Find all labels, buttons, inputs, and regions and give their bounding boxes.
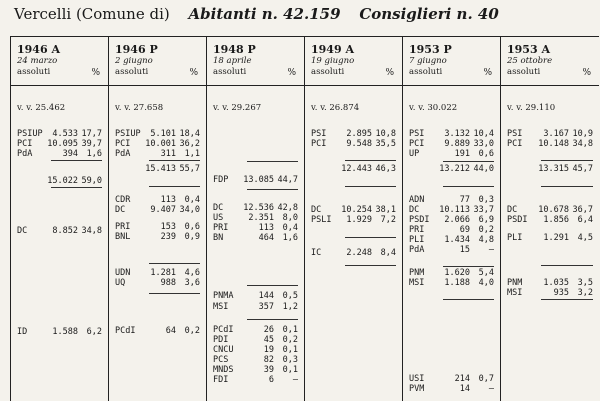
election-date: 24 marzo bbox=[17, 56, 58, 66]
party-name: PSI bbox=[409, 129, 425, 139]
subtotal-rule bbox=[345, 186, 396, 187]
subtotal-rule bbox=[149, 263, 200, 264]
party-votes: 9.407 bbox=[150, 205, 176, 215]
party-votes: 19 bbox=[263, 345, 274, 355]
party-row bbox=[409, 374, 494, 384]
party-row bbox=[213, 223, 298, 233]
party-votes: 214 bbox=[454, 374, 470, 384]
party-name: PNM bbox=[409, 268, 425, 278]
party-percent: 33,7 bbox=[473, 205, 494, 215]
subtotal-votes: 15.413 bbox=[145, 164, 176, 174]
party-votes: 9.548 bbox=[346, 139, 372, 149]
party-row bbox=[17, 327, 102, 337]
party-percent: 10,4 bbox=[473, 129, 494, 139]
party-name: ID bbox=[17, 327, 28, 337]
party-votes: 153 bbox=[160, 222, 176, 232]
party-name: PRI bbox=[213, 223, 229, 233]
subtotal-rule bbox=[443, 186, 494, 187]
election-date: 2 giugno bbox=[115, 56, 153, 66]
party-votes: 3.167 bbox=[543, 129, 569, 139]
valid-votes: v. v. 27.658 bbox=[115, 103, 164, 113]
subtotal-rule bbox=[541, 299, 593, 300]
party-percent: 0,9 bbox=[184, 232, 200, 242]
election-year: 1946 A bbox=[17, 43, 60, 56]
election-column bbox=[305, 37, 403, 401]
party-name: PNMA bbox=[213, 291, 234, 301]
subtotal-votes: 13.212 bbox=[439, 164, 470, 174]
party-row bbox=[409, 195, 494, 205]
subtotal-rule bbox=[149, 186, 200, 187]
assoluti-label: assoluti bbox=[17, 67, 51, 77]
party-row bbox=[115, 129, 200, 139]
party-name: PSI bbox=[311, 129, 327, 139]
subtotal-percent: 55,7 bbox=[179, 164, 200, 174]
subtotal-rule bbox=[247, 285, 298, 286]
party-row bbox=[115, 232, 200, 242]
party-name: USI bbox=[409, 374, 425, 384]
subtotal-rule bbox=[541, 186, 593, 187]
subtotal-votes: 15.022 bbox=[47, 176, 78, 186]
party-name: FDP bbox=[213, 175, 229, 185]
subtotal-rule bbox=[247, 189, 298, 190]
subtotal-rule bbox=[443, 299, 494, 300]
party-votes: 12.536 bbox=[243, 203, 274, 213]
subtotal-votes: 12.443 bbox=[341, 164, 372, 174]
party-percent: 3,5 bbox=[577, 278, 593, 288]
party-percent: 3,6 bbox=[184, 278, 200, 288]
party-votes: 2.895 bbox=[346, 129, 372, 139]
party-percent: 42,8 bbox=[277, 203, 298, 213]
party-percent: 44,7 bbox=[277, 175, 298, 185]
party-votes: 239 bbox=[160, 232, 176, 242]
party-row bbox=[311, 129, 396, 139]
party-row bbox=[409, 129, 494, 139]
valid-votes: v. v. 29.267 bbox=[213, 103, 262, 113]
percent-label: % bbox=[287, 68, 296, 78]
party-row bbox=[115, 149, 200, 159]
party-percent: 34,8 bbox=[572, 139, 593, 149]
party-votes: 1.434 bbox=[444, 235, 470, 245]
party-row bbox=[507, 215, 593, 225]
party-row bbox=[213, 291, 298, 301]
election-year: 1949 A bbox=[311, 43, 354, 56]
party-votes: 1.281 bbox=[150, 268, 176, 278]
election-column bbox=[207, 37, 305, 401]
abitanti-count: Abitanti n. 42.159 bbox=[188, 5, 341, 23]
party-percent: 0,6 bbox=[478, 149, 494, 159]
party-votes: 10.678 bbox=[538, 205, 569, 215]
party-votes: 14 bbox=[459, 384, 470, 394]
party-name: PNM bbox=[507, 278, 523, 288]
party-votes: 8.852 bbox=[52, 226, 78, 236]
party-votes: 311 bbox=[160, 149, 176, 159]
party-votes: 1.929 bbox=[346, 215, 372, 225]
party-percent: 4,5 bbox=[577, 233, 593, 243]
party-name: PCdI bbox=[213, 325, 234, 335]
party-row bbox=[409, 278, 494, 288]
party-row bbox=[311, 215, 396, 225]
party-votes: 1.188 bbox=[444, 278, 470, 288]
party-name: MSI bbox=[409, 278, 425, 288]
assoluti-label: assoluti bbox=[311, 67, 345, 77]
party-name: PdA bbox=[17, 149, 33, 159]
party-name: US bbox=[213, 213, 224, 223]
party-row bbox=[311, 248, 396, 258]
party-name: BNL bbox=[115, 232, 131, 242]
party-percent: 0,7 bbox=[478, 374, 494, 384]
assoluti-label: assoluti bbox=[115, 67, 149, 77]
page-title bbox=[14, 5, 499, 23]
party-row bbox=[213, 335, 298, 345]
assoluti-label: assoluti bbox=[213, 67, 247, 77]
party-row bbox=[213, 233, 298, 243]
column-header bbox=[109, 37, 206, 86]
party-row bbox=[213, 302, 298, 312]
subtotal-rule bbox=[345, 265, 396, 266]
party-row bbox=[409, 205, 494, 215]
election-year: 1946 P bbox=[115, 43, 158, 56]
party-votes: 77 bbox=[459, 195, 470, 205]
party-row bbox=[213, 325, 298, 335]
party-name: PdA bbox=[115, 149, 131, 159]
party-votes: 1.291 bbox=[543, 233, 569, 243]
party-votes: 3.132 bbox=[444, 129, 470, 139]
party-row bbox=[311, 139, 396, 149]
party-percent: 4,8 bbox=[478, 235, 494, 245]
party-percent: 17,7 bbox=[81, 129, 102, 139]
party-percent: 5,4 bbox=[478, 268, 494, 278]
party-votes: 10.148 bbox=[538, 139, 569, 149]
party-votes: 113 bbox=[258, 223, 274, 233]
party-name: ADN bbox=[409, 195, 425, 205]
party-row bbox=[115, 205, 200, 215]
party-votes: 113 bbox=[160, 195, 176, 205]
assoluti-label: assoluti bbox=[507, 67, 541, 77]
party-votes: 357 bbox=[258, 302, 274, 312]
party-row bbox=[409, 139, 494, 149]
party-name: DC bbox=[213, 203, 224, 213]
party-votes: 4.533 bbox=[52, 129, 78, 139]
party-votes: 1.035 bbox=[543, 278, 569, 288]
subtotal-rule bbox=[541, 160, 593, 161]
valid-votes: v. v. 30.022 bbox=[409, 103, 458, 113]
party-percent: 0,2 bbox=[478, 225, 494, 235]
election-date: 19 giugno bbox=[311, 56, 355, 66]
party-name: CDR bbox=[115, 195, 131, 205]
party-percent: 39,7 bbox=[81, 139, 102, 149]
party-votes: 394 bbox=[62, 149, 78, 159]
party-percent: 1,1 bbox=[184, 149, 200, 159]
party-name: PCdI bbox=[115, 326, 136, 336]
party-row bbox=[115, 278, 200, 288]
subtotal-percent: 59,0 bbox=[81, 176, 102, 186]
party-votes: 64 bbox=[165, 326, 176, 336]
party-row bbox=[409, 149, 494, 159]
party-votes: 935 bbox=[553, 288, 569, 298]
party-percent: 6,2 bbox=[86, 327, 102, 337]
valid-votes: v. v. 29.110 bbox=[507, 103, 556, 113]
party-name: DC bbox=[311, 205, 322, 215]
subtotal-percent: 44,0 bbox=[473, 164, 494, 174]
subtotal-percent: 46,3 bbox=[375, 164, 396, 174]
party-name: PSIUP bbox=[17, 129, 43, 139]
party-name: PSIUP bbox=[115, 129, 141, 139]
party-votes: 1.620 bbox=[444, 268, 470, 278]
party-name: DC bbox=[409, 205, 420, 215]
subtotal-percent: 45,7 bbox=[572, 164, 593, 174]
party-row bbox=[17, 226, 102, 236]
column-header bbox=[403, 37, 500, 86]
party-row bbox=[311, 205, 396, 215]
party-percent: 1,2 bbox=[282, 302, 298, 312]
party-row bbox=[507, 278, 593, 288]
party-row bbox=[409, 384, 494, 394]
party-votes: 191 bbox=[454, 149, 470, 159]
party-votes: 2.248 bbox=[346, 248, 372, 258]
column-header bbox=[11, 37, 108, 86]
party-percent: 8,0 bbox=[282, 213, 298, 223]
subtotal-votes: 13.315 bbox=[538, 164, 569, 174]
results-table bbox=[10, 36, 599, 401]
percent-label: % bbox=[91, 68, 100, 78]
party-percent: 0,5 bbox=[282, 291, 298, 301]
party-votes: 39 bbox=[263, 365, 274, 375]
party-percent: 0,6 bbox=[184, 222, 200, 232]
party-name: BN bbox=[213, 233, 224, 243]
party-votes: 5.101 bbox=[150, 129, 176, 139]
party-name: PRI bbox=[115, 222, 131, 232]
party-name: IC bbox=[311, 248, 322, 258]
election-year: 1953 A bbox=[507, 43, 550, 56]
party-name: PSDI bbox=[409, 215, 430, 225]
party-name: PCI bbox=[115, 139, 131, 149]
party-name: PSLI bbox=[311, 215, 332, 225]
party-row bbox=[115, 268, 200, 278]
party-name: FDI bbox=[213, 375, 229, 385]
column-header bbox=[207, 37, 304, 86]
column-header bbox=[305, 37, 402, 86]
election-year: 1953 P bbox=[409, 43, 452, 56]
party-row bbox=[507, 129, 593, 139]
party-votes: 10.001 bbox=[145, 139, 176, 149]
party-percent: 4,6 bbox=[184, 268, 200, 278]
subtotal-rule bbox=[541, 265, 593, 266]
party-name: PCI bbox=[311, 139, 327, 149]
party-name: DC bbox=[115, 205, 126, 215]
party-name: PVM bbox=[409, 384, 425, 394]
party-row bbox=[213, 365, 298, 375]
party-percent: 8,4 bbox=[380, 248, 396, 258]
party-name: PCI bbox=[507, 139, 523, 149]
party-percent: 36,2 bbox=[179, 139, 200, 149]
election-date: 7 giugno bbox=[409, 56, 447, 66]
party-percent: 10,9 bbox=[572, 129, 593, 139]
party-row bbox=[17, 149, 102, 159]
party-percent: 0,4 bbox=[184, 195, 200, 205]
party-name: PCI bbox=[17, 139, 33, 149]
percent-label: % bbox=[483, 68, 492, 78]
party-name: PCI bbox=[409, 139, 425, 149]
party-votes: 988 bbox=[160, 278, 176, 288]
party-name: PdA bbox=[409, 245, 425, 255]
party-name: DC bbox=[507, 205, 518, 215]
party-row bbox=[213, 375, 298, 385]
valid-votes: v. v. 25.462 bbox=[17, 103, 66, 113]
party-name: PRI bbox=[409, 225, 425, 235]
subtotal-rule bbox=[443, 266, 494, 267]
party-percent: 3,2 bbox=[577, 288, 593, 298]
percent-label: % bbox=[385, 68, 394, 78]
subtotal-rule bbox=[443, 161, 494, 162]
party-row bbox=[115, 195, 200, 205]
party-percent: 7,2 bbox=[380, 215, 396, 225]
valid-votes: v. v. 26.874 bbox=[311, 103, 360, 113]
party-votes: 1.856 bbox=[543, 215, 569, 225]
column-header bbox=[501, 37, 599, 86]
party-name: UDN bbox=[115, 268, 131, 278]
party-name: PSDI bbox=[507, 215, 528, 225]
party-name: CNCU bbox=[213, 345, 234, 355]
party-row bbox=[17, 129, 102, 139]
party-row bbox=[213, 355, 298, 365]
party-percent: 6,9 bbox=[478, 215, 494, 225]
party-name: PDI bbox=[213, 335, 229, 345]
subtotal-rule bbox=[247, 319, 298, 320]
party-name: UP bbox=[409, 149, 420, 159]
party-percent: 0,1 bbox=[282, 345, 298, 355]
party-percent: 4,0 bbox=[478, 278, 494, 288]
election-column bbox=[109, 37, 207, 401]
subtotal-rule bbox=[51, 187, 102, 188]
party-row bbox=[213, 203, 298, 213]
election-year: 1948 P bbox=[213, 43, 256, 56]
party-votes: 10.095 bbox=[47, 139, 78, 149]
commune-name: Vercelli (Comune di) bbox=[14, 5, 170, 23]
election-date: 18 aprile bbox=[213, 56, 252, 66]
party-votes: 2.351 bbox=[248, 213, 274, 223]
party-votes: 15 bbox=[459, 245, 470, 255]
party-percent: 38,1 bbox=[375, 205, 396, 215]
party-votes: 45 bbox=[263, 335, 274, 345]
party-row bbox=[507, 233, 593, 243]
party-name: PSI bbox=[507, 129, 523, 139]
party-percent: 0,2 bbox=[184, 326, 200, 336]
party-percent: 10,8 bbox=[375, 129, 396, 139]
party-votes: 6 bbox=[268, 375, 274, 385]
party-votes: 10.254 bbox=[341, 205, 372, 215]
party-percent: 34,0 bbox=[179, 205, 200, 215]
subtotal-rule bbox=[149, 293, 200, 294]
party-votes: 464 bbox=[258, 233, 274, 243]
party-row bbox=[409, 268, 494, 278]
party-percent: 33,0 bbox=[473, 139, 494, 149]
party-percent: 36,7 bbox=[572, 205, 593, 215]
party-name: PCS bbox=[213, 355, 229, 365]
party-percent: 0,1 bbox=[282, 325, 298, 335]
party-percent: 0,3 bbox=[282, 355, 298, 365]
party-name: PLI bbox=[409, 235, 425, 245]
party-row bbox=[115, 326, 200, 336]
subtotal-rule bbox=[51, 160, 102, 161]
party-votes: 2.066 bbox=[444, 215, 470, 225]
party-row bbox=[507, 139, 593, 149]
party-row bbox=[507, 288, 593, 298]
party-percent: 0,4 bbox=[282, 223, 298, 233]
party-votes: 10.113 bbox=[439, 205, 470, 215]
party-name: DC bbox=[17, 226, 28, 236]
subtotal-rule bbox=[247, 161, 298, 162]
party-row bbox=[213, 345, 298, 355]
percent-label: % bbox=[582, 68, 591, 78]
election-date: 25 ottobre bbox=[507, 56, 553, 66]
party-name: UQ bbox=[115, 278, 126, 288]
consiglieri-count: Consiglieri n. 40 bbox=[359, 5, 499, 23]
party-percent: 0,3 bbox=[478, 195, 494, 205]
party-votes: 13.085 bbox=[243, 175, 274, 185]
party-percent: 18,4 bbox=[179, 129, 200, 139]
party-row bbox=[409, 215, 494, 225]
subtotal-rule bbox=[149, 160, 200, 161]
party-percent: 35,5 bbox=[375, 139, 396, 149]
party-row bbox=[409, 225, 494, 235]
subtotal-rule bbox=[345, 237, 396, 238]
party-row bbox=[115, 222, 200, 232]
party-row bbox=[213, 213, 298, 223]
party-percent: — bbox=[292, 375, 298, 385]
party-percent: — bbox=[488, 384, 494, 394]
party-percent: 0,2 bbox=[282, 335, 298, 345]
party-row bbox=[17, 139, 102, 149]
party-percent: 0,1 bbox=[282, 365, 298, 375]
party-percent: 1,6 bbox=[282, 233, 298, 243]
party-percent: — bbox=[488, 245, 494, 255]
party-name: MSI bbox=[507, 288, 523, 298]
party-percent: 34,8 bbox=[81, 226, 102, 236]
party-row bbox=[409, 235, 494, 245]
party-votes: 1.588 bbox=[52, 327, 78, 337]
party-name: PLI bbox=[507, 233, 523, 243]
party-name: MSI bbox=[213, 302, 229, 312]
party-votes: 144 bbox=[258, 291, 274, 301]
party-votes: 82 bbox=[263, 355, 274, 365]
election-column bbox=[501, 37, 599, 401]
party-votes: 26 bbox=[263, 325, 274, 335]
party-votes: 69 bbox=[459, 225, 470, 235]
election-column bbox=[403, 37, 501, 401]
party-name: MNDS bbox=[213, 365, 234, 375]
percent-label: % bbox=[189, 68, 198, 78]
party-row bbox=[213, 175, 298, 185]
party-votes: 9.889 bbox=[444, 139, 470, 149]
election-column bbox=[11, 37, 109, 401]
party-percent: 6,4 bbox=[577, 215, 593, 225]
party-row bbox=[507, 205, 593, 215]
subtotal-rule bbox=[345, 160, 396, 161]
party-row bbox=[115, 139, 200, 149]
party-row bbox=[409, 245, 494, 255]
party-percent: 1,6 bbox=[86, 149, 102, 159]
assoluti-label: assoluti bbox=[409, 67, 443, 77]
